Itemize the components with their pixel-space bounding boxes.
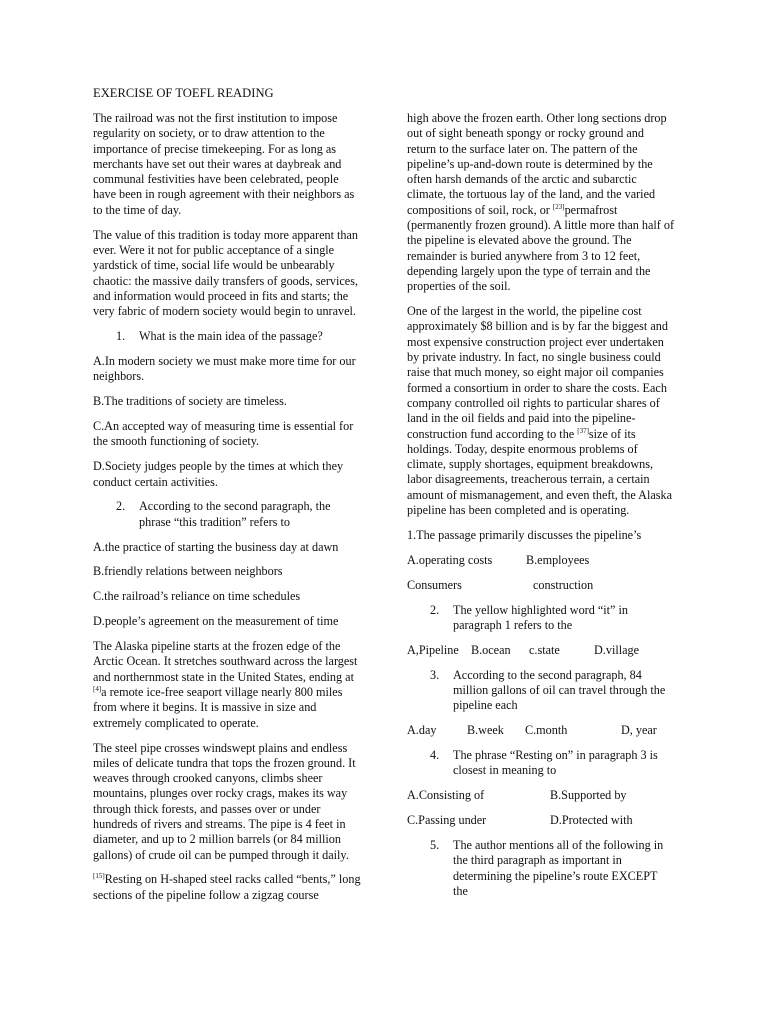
footnote-ref-15: [15]	[93, 872, 105, 881]
question-1-text: What is the main idea of the passage?	[139, 329, 323, 344]
question-p2-1-options-row2	[407, 578, 675, 593]
question-p2-3-option-a: A.day	[407, 723, 437, 738]
question-p2-5-number: 5.	[430, 838, 440, 852]
question-1-option-c: C.An accepted way of measuring time is essential for the smooth functioning of society.	[93, 419, 354, 449]
question-p2-4	[407, 748, 675, 779]
passage2-paragraph3-start	[93, 872, 361, 903]
question-2-text: According to the second paragraph, the phrase “this tradition” refers to	[139, 499, 331, 529]
question-p2-3-option-b: B.week	[467, 723, 504, 738]
question-p2-3	[407, 668, 675, 714]
question-p2-5	[407, 838, 675, 899]
passage2-paragraph1-start: The Alaska pipeline starts at the frozen edge of the Arctic Ocean. It stretches southward across the largest and northernmost state in the United States, ending at	[93, 639, 358, 684]
question-p2-1-option-c: Consumers	[407, 577, 462, 592]
question-p2-4-number: 4.	[430, 748, 440, 763]
left-column	[93, 111, 361, 913]
question-2-number: 2.	[116, 499, 126, 514]
footnote-ref-37: [37]	[577, 426, 589, 435]
question-p2-4-option-b: B.Supported by	[550, 788, 627, 803]
question-p2-1-option-d: construction	[533, 577, 594, 592]
footnote-ref-4: [4]	[93, 685, 102, 694]
passage2-paragraph1	[93, 639, 361, 731]
question-2	[93, 499, 361, 530]
question-p2-1-text: 1.The passage primarily discusses the pipeline’s	[407, 527, 642, 542]
question-p2-4-option-c: C.Passing under	[407, 813, 487, 828]
question-p2-5-text: The author mentions all of the following in the third paragraph as important in determining the pipeline’s route EXCEPT the	[453, 838, 664, 898]
right-column	[407, 111, 675, 909]
passage1-paragraph2: The value of this tradition is today more apparent than ever. Were it not for public acceptance of a single yardstick of time, social life would be unbearably chaotic: the massive daily transfers of goods, services, and information would proceed in fits and starts; the very fabric of modern society would begin to unravel.	[93, 227, 359, 319]
question-p2-3-option-d: D, year	[621, 723, 657, 738]
question-p2-4-text: The phrase “Resting on” in paragraph 3 is closest in meaning to	[453, 748, 658, 778]
question-p2-4-options-row1	[407, 788, 675, 803]
question-2-option-d: D.people’s agreement on the measurement of time	[93, 614, 339, 629]
question-p2-2	[407, 603, 675, 634]
document-title: EXERCISE OF TOEFL READING	[93, 86, 274, 100]
question-2-option-a: A.the practice of starting the business day at dawn	[93, 539, 339, 554]
question-p2-1-options-row1	[407, 553, 675, 568]
question-p2-2-option-c: c.state	[529, 642, 560, 657]
question-p2-1-option-a: A.operating costs	[407, 552, 493, 567]
footnote-ref-23: [23]	[552, 202, 565, 211]
question-p2-2-number: 2.	[430, 602, 440, 617]
passage2-paragraph4-start: One of the largest in the world, the pipeline cost approximately $8 billion and is by far the biggest and most expensive construction project ever undertaken by private industry. In fact, no single business could raise that much money, so eight major oil companies formed a consortium in order to share the costs. Each company controlled oil rights to particular shares of land in the oil fields and paid into the pipeline-construction fund according to the	[407, 304, 668, 441]
passage2-paragraph3-text-b: high above the frozen earth. Other long sections drop out of sight beneath spongy or rocky ground and return to the surface later on. The pattern of the pipeline’s up-and-down route is determined by the often harsh demands of the arctic and subarctic climate, the tortuous lay of the land, and the varied compositions of soil, rock, or	[407, 111, 667, 217]
question-p2-3-option-c: C.month	[525, 723, 568, 738]
question-1	[93, 329, 361, 344]
passage2-paragraph2: The steel pipe crosses windswept plains and endless miles of delicate tundra that tops the frozen ground. It weaves through crooked canyons, climbs sheer mountains, plunges over rocky crags, makes its way through thick forests, and passes over or under hundreds of rivers and streams. The pipe is 4 feet in diameter, and up to 2 million barrels (or 84 million gallons) of crude oil can be pumped through it daily.	[93, 740, 356, 862]
question-p2-2-option-d: D.village	[594, 642, 640, 657]
question-p2-4-options-row2	[407, 813, 675, 828]
question-p2-4-option-a: A.Consisting of	[407, 788, 485, 803]
question-1-option-d: D.Society judges people by the times at which they conduct certain activities.	[93, 459, 344, 489]
question-1-number: 1.	[116, 329, 126, 344]
question-p2-3-options	[407, 723, 675, 738]
question-p2-4-option-d: D.Protected with	[550, 813, 633, 828]
passage1-paragraph1: The railroad was not the first institution to impose regularity on society, or to draw attention to the importance of precise timekeeping. For as long as merchants have set out their wares at daybreak and communal festivities have been celebrated, people have been in rough agreement with their neighbors as to the time of day.	[93, 111, 355, 217]
question-p2-1-option-b: B.employees	[526, 552, 590, 567]
passage2-paragraph1-end: a remote ice-free seaport village nearly 800 miles from where it begins. It is massive in size and extremely complicated to operate.	[93, 685, 343, 730]
question-2-option-b: B.friendly relations between neighbors	[93, 564, 283, 579]
question-p2-2-options	[407, 643, 675, 658]
passage2-paragraph3-continued	[407, 111, 675, 295]
question-p2-2-option-b: B.ocean	[471, 642, 511, 657]
passage2-paragraph3-text-c: permafrost (permanently frozen ground). A little more than half of the pipeline is elevated above the ground. The remainder is buried anywhere from 3 to 12 feet, depending largely upon the type of terrain and the properties of the soil.	[407, 202, 675, 294]
question-p2-3-number: 3.	[430, 667, 440, 682]
passage2-paragraph4-end: size of its holdings. Today, despite enormous problems of climate, supply shortages, equipment breakdowns, labor disagreements, treacherous terrain, a certain amount of mismanagement, and even theft, the Alaska pipeline has been completed and is operating.	[407, 426, 673, 518]
question-2-option-c: C.the railroad’s reliance on time schedules	[93, 589, 301, 604]
question-1-option-a: A.In modern society we must make more time for our neighbors.	[93, 353, 356, 384]
question-1-option-b: B.The traditions of society are timeless.	[93, 394, 287, 409]
question-p2-2-text: The yellow highlighted word “it” in paragraph 1 refers to the	[453, 602, 628, 632]
question-p2-2-option-a: A,Pipeline	[407, 642, 459, 657]
passage2-paragraph4	[407, 304, 675, 518]
passage2-paragraph3-text-a: Resting on H-shaped steel racks called “bents,” long sections of the pipeline follow a zigzag course	[93, 872, 361, 902]
question-p2-3-text: According to the second paragraph, 84 million gallons of oil can travel through the pipeline each	[453, 667, 666, 713]
